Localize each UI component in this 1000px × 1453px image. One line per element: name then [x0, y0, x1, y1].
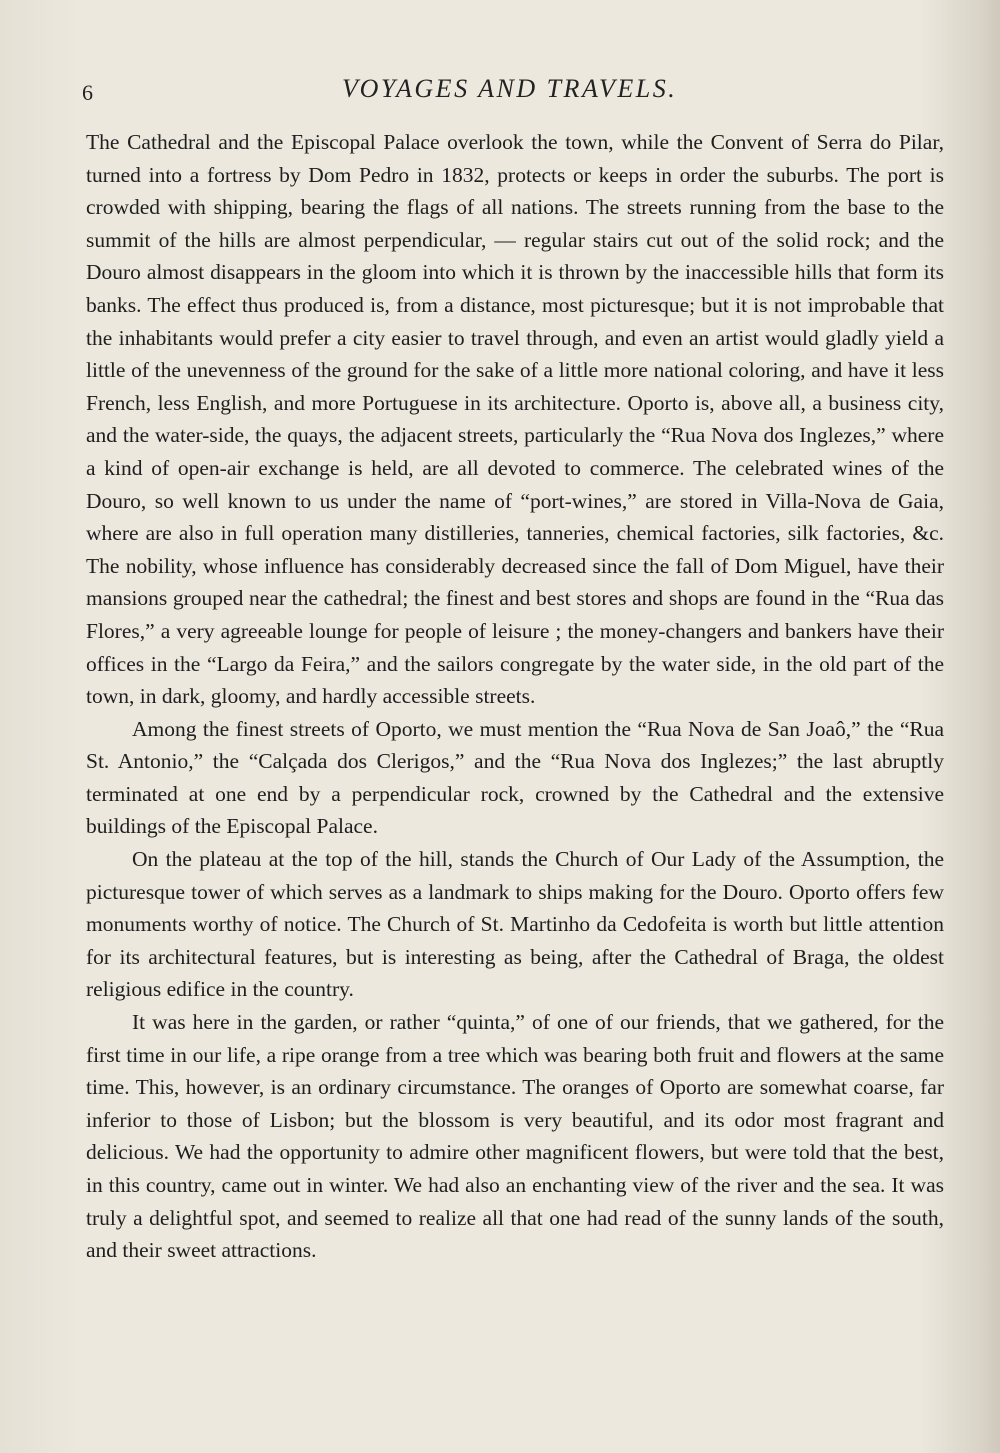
paragraph-2: Among the finest streets of Oporto, we must mention the “Rua Nova de San Joaô,” the “Rua St. Antonio,” the “Calçada dos Clerigos,” and the “Rua Nova dos Inglezes;” the last abruptly terminated at one end by a perpendicular rock, crowned by the Cathedral and the extensive buildings of the Episcopal Palace.: [86, 716, 944, 839]
running-head: VOYAGES AND TRAVELS.: [342, 74, 678, 103]
paragraph-1: The Cathedral and the Episcopal Palace overlook the town, while the Convent of Serra do Pilar, turned into a fortress by Dom Pedro in 1832, protects or keeps in order the suburbs. The port is crowded with shipping, bearing the flags of all nations. The streets running from the base to the summit of the hills are almost perpendicular, — regular stairs cut out of the solid rock; and the Douro almost disappears in the gloom into which it is thrown by the inaccessible hills that form its banks. The effect thus produced is, from a distance, most picturesque; but it is not improbable that the inhabitants would prefer a city easier to travel through, and even an artist would gladly yield a little of the unevenness of the ground for the sake of a little more national coloring, and have it less French, less English, and more Portuguese in its architecture. Oporto is, above all, a business city, and the water-side, the quays, the adjacent streets, particularly the “Rua Nova dos Inglezes,” where a kind of open-air exchange is held, are all devoted to commerce. The celebrated wines of the Douro, so well known to us under the name of “port-wines,” are stored in Villa-Nova de Gaia, where are also in full operation many distilleries, tanneries, chemical factories, silk factories, &c. The nobility, whose influence has considerably decreased since the fall of Dom Miguel, have their mansions grouped near the cathedral; the finest and best stores and shops are found in the “Rua das Flores,” a very agreeable lounge for people of leisure ; the money-changers and bankers have their offices in the “Largo da Feira,” and the sailors congregate by the water side, in the old part of the town, in dark, gloomy, and hardly accessible streets.: [86, 130, 944, 709]
page-header: [0, 74, 1000, 114]
paragraph-3: On the plateau at the top of the hill, stands the Church of Our Lady of the Assumption, the picturesque tower of which serves as a landmark to ships making for the Douro. Oporto offers few monuments worthy of notice. The Church of St. Martinho da Cedofeita is worth but little attention for its architectural features, but is interesting as being, after the Cathedral of Braga, the oldest religious edifice in the country.: [86, 847, 944, 1002]
paragraph-4: It was here in the garden, or rather “quinta,” of one of our friends, that we gathered, for the first time in our life, a ripe orange from a tree which was bearing both fruit and flowers at the same time. This, however, is an ordinary circumstance. The oranges of Oporto are somewhat coarse, far inferior to those of Lisbon; but the blossom is very beautiful, and its odor most fragrant and delicious. We had the opportunity to admire other magnificent flowers, but were told that the best, in this country, came out in winter. We had also an enchanting view of the river and the sea. It was truly a delightful spot, and seemed to realize all that one had read of the sunny lands of the south, and their sweet attractions.: [86, 1010, 944, 1263]
page-number: 6: [82, 80, 93, 105]
body-text: [86, 126, 944, 1267]
